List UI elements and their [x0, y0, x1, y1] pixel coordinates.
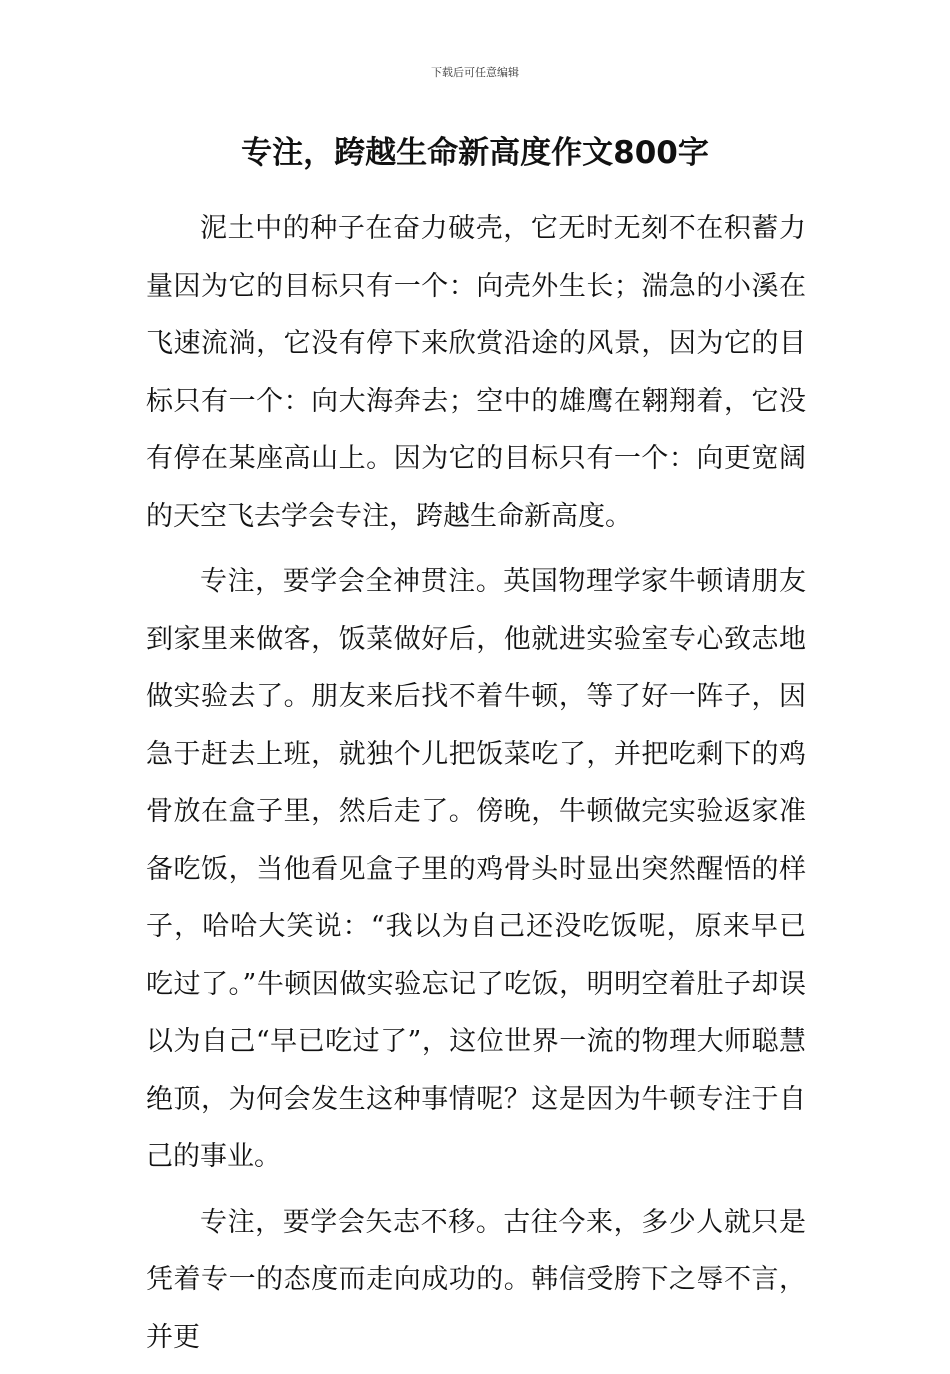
header-note: 下载后可任意编辑 [431, 66, 519, 79]
document-title: 专注，跨越生命新高度作文800字 [241, 135, 709, 171]
paragraph-1: 泥土中的种子在奋力破壳，它无时无刻不在积蓄力量因为它的目标只有一个：向壳外生长；湍急的小溪在飞速流淌，它没有停下来欣赏沿途的风景，因为它的目标只有一个：向大海奔去；空中的雄鹰在翱翔着，它没有停在某座高山上。因为它的目标只有一个：向更宽阔的天空飞去学会专注，跨越生命新高度。 [146, 213, 806, 532]
paragraph-2: 专注，要学会全神贯注。英国物理学家牛顿请朋友到家里来做客，饭菜做好后，他就进实验室专心致志地做实验去了。朋友来后找不着牛顿，等了好一阵子，因急于赶去上班，就独个儿把饭菜吃了，并把吃剩下的鸡骨放在盒子里，然后走了。傍晚，牛顿做完实验返家准备吃饭，当他看见盒子里的鸡骨头时显出突然醒悟的样子，哈哈大笑说：“我以为自己还没吃饭呢，原来早已吃过了。”牛顿因做实验忘记了吃饭，明明空着肚子却误以为自己“早已吃过了”，这位世界一流的物理大师聪慧绝顶，为何会发生这种事情呢？这是因为牛顿专注于自己的事业。 [146, 566, 806, 1172]
document-body [146, 200, 806, 1374]
paragraph-3: 专注，要学会矢志不移。古往今来，多少人就只是凭着专一的态度而走向成功的。韩信受胯下之辱不言，并更 [146, 1206, 806, 1353]
